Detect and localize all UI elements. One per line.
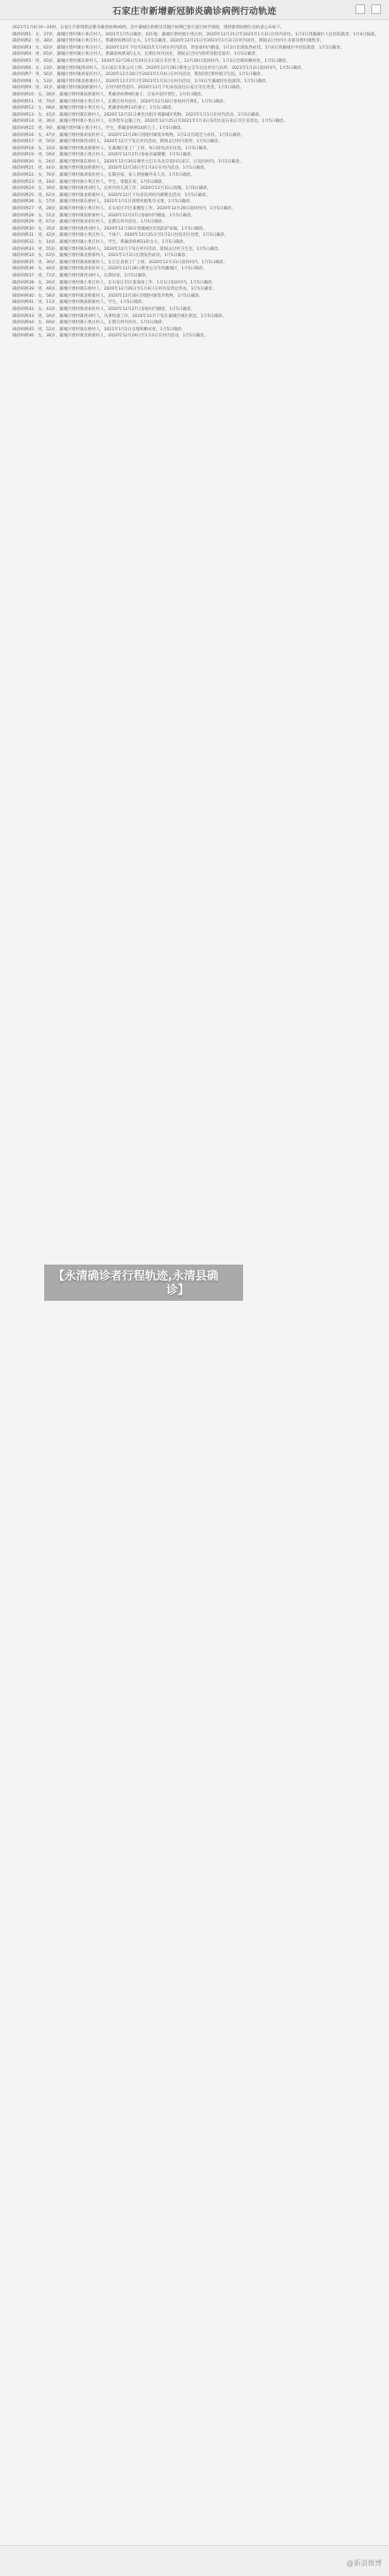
paragraph: 确诊病例43：男，34岁，藁城区增村镇西刘村人，从事快递工作，2020年12月下旬在藁城区城区派送，1月5日确诊。 <box>12 314 226 319</box>
paragraph: 确诊病例29：男，67岁，藁城区增村镇刘家佐村人，长期在村内居住，1月5日确诊。 <box>12 220 166 225</box>
paragraph: 确诊病例42：女，43岁，藁城区增村镇刘家佐村人，2020年12月27日参加村内婚宴，1月5日确诊。 <box>12 306 195 312</box>
paragraph: 确诊病例27：男，28岁，藁城区增村镇小果庄村人，在石家庄市区某餐馆工作，2020年12月29日返回村内，1月5日确诊。 <box>12 207 236 212</box>
paragraph: 确诊病例7：男，56岁，藁城区增村镇刘家佐村人，2020年12月24日至2021年1月4日在村内活动，期间到过增村镇卫生院，1月5日确诊。 <box>12 72 265 78</box>
paragraph: 确诊病例36：女，46岁，藁城区增村镇刘家佐村人，2020年12月28日乘坐公交车到藁城区，1月5日确诊。 <box>12 267 208 272</box>
paragraph: 确诊病例37：男，72岁，藁城区增村镇西刘村人，长期居家，1月5日确诊。 <box>12 273 150 278</box>
paragraph: 确诊病例30：女，35岁，藁城区增村镇西刘村人，2020年12月30日到藁城区医院陪护家属，1月5日确诊。 <box>12 226 208 231</box>
paragraph: 确诊病例38：女，26岁，藁城区增村镇小果庄村人，在石家庄市区某商场工作，1月1日返回村内，1月5日确诊。 <box>12 280 217 285</box>
paragraph: 确诊病例35：男，30岁，藁城区增村镇南桥寨村人，在正定县某工厂上班，2020年12月31日返回村内，1月5日确诊。 <box>12 260 228 265</box>
paragraph: 确诊病例34：女，63岁，藁城区增村镇北桥寨村人，2021年1月2日出现发热症状，1月5日确诊。 <box>12 253 190 259</box>
source-watermark: @新浪微博 <box>347 2559 382 2567</box>
paragraph: 确诊病例15：男，9岁，藁城区增村镇小果庄村人，学生，系确诊病例14的儿子，1月5日确诊。 <box>12 125 186 131</box>
paragraph: 确诊病例21：男，44岁，藁城区增村镇南桥寨村人，2020年12月26日至1月3日在村内活动，1月5日确诊。 <box>12 166 209 171</box>
page-title: 石家庄市新增新冠肺炎确诊病例行动轨迹 <box>112 7 277 17</box>
paragraph: 确诊病例44：女，69岁，藁城区增村镇小果庄村人，长期在村内居住，1月5日确诊。 <box>12 321 166 326</box>
paragraph: 确诊病例28：女，51岁，藁城区增村镇南桥寨村人，2020年12月27日参加村内婚宴，1月5日确诊。 <box>12 213 195 218</box>
paragraph: 确诊病例16：女，47岁，藁城区增村镇刘家佐村人，2020年12月29日到增村镇集市购物，1月2日出现乏力症状，1月5日确诊。 <box>12 132 245 138</box>
paragraph: 确诊病例3：女，62岁，藁城区增村镇小果庄村人，2020年12月下旬至2021年1月初在村内活动，曾参加村内婚宴，1月2日出现发热症状，1月4日到藁城区中医院就诊，1月5日确诊。 <box>12 45 345 50</box>
paragraph: 确诊病例39：男，48岁，藁城区增村镇东桥村人，2020年12月26日至1月4日在村内及周边务农，1月5日确诊。 <box>12 287 217 292</box>
paragraph: 确诊病例13：女，41岁，藁城区增村镇东桥村人，2020年12月31日乘坐出租车到藁城区购物，2021年1月1日在村内活动，1月5日确诊。 <box>12 112 263 117</box>
banner-headline-continued: 诊】 <box>166 1284 190 1297</box>
paragraph: 确诊病例12：女，68岁，藁城区增村镇小果庄村人，系确诊病例11的妻子，1月5日确诊。 <box>12 106 176 111</box>
headline-banner <box>44 1265 243 1301</box>
paragraph: 确诊病例25：男，62岁，藁城区增村镇北桥寨村人，2020年12月下旬多次到村内棋牌室活动，1月5日确诊。 <box>12 193 210 198</box>
paragraph: 确诊病例9：男，31岁，藁城区增村镇南桥寨村人，在村内经营超市，2020年12月下旬多次前往石家庄市区进货，1月5日确诊。 <box>12 86 244 91</box>
paragraph: 确诊病例24：女，39岁，藁城区增村镇西刘村人，在村内幼儿园工作，2020年12月31日放假，1月5日确诊。 <box>12 186 211 192</box>
paragraph: 确诊病例5：男，45岁，藁城区增村镇东桥村人，2020年12月26日至29日在石家庄市区务工，12月30日返回村内，1月3日出现咳嗽症状，1月5日确诊。 <box>12 58 291 64</box>
paragraph: 确诊病例11：男，70岁，藁城区增村镇小果庄村人，长期在村内居住，2020年12月30日参加村内葬礼，1月5日确诊。 <box>12 99 228 104</box>
paragraph: 确诊病例17：男，50岁，藁城区增村镇西刘村人，2020年12月下旬在村内活动，期间去过村内诊所，1月5日确诊。 <box>12 140 223 145</box>
paragraph: 确诊病例6：女，23岁，藁城区增村镇西刘村人，在石家庄市某公司上班，2020年12月28日乘坐公交车往返单位与住所，2021年1月2日返回村内，1月5日确诊。 <box>12 65 306 71</box>
paragraph: 确诊病例20：女，24岁，藁城区增村镇东桥村人，2020年12月30日乘坐大巴车从北京返回石家庄，后返回村内，1月5日确诊。 <box>12 159 244 164</box>
paragraph: 确诊病例46：女，38岁，藁城区增村镇北桥寨村人，2020年12月29日至1月3日在村内活动，1月5日确诊。 <box>12 334 209 339</box>
minimize-icon[interactable] <box>355 4 365 14</box>
paragraph: 确诊病例23：男，18岁，藁城区增村镇小果庄村人，学生，寒假在家，1月5日确诊。 <box>12 179 166 185</box>
paragraph: 确诊病例19：男，59岁，藁城区增村镇小果庄村人，2020年12月27日参加亲属聚餐，1月5日确诊。 <box>12 153 195 158</box>
footer-bar <box>0 2545 389 2576</box>
paragraph: 确诊病例26：女，57岁，藁城区增村镇东桥村人，2021年1月1日到增村镇集市买菜，1月5日确诊。 <box>12 200 194 205</box>
title-bar <box>0 0 389 20</box>
paragraph: 确诊病例10：女，28岁，藁城区增村镇南桥寨村人，系确诊病例9的妻子，在家中超市帮忙，1月5日确诊。 <box>12 92 205 97</box>
paragraph: 确诊病例14：男，36岁，藁城区增村镇小果庄村人，从事货车运输工作，2020年12月25日至2021年1月3日多次往返石家庄市区及周边，1月5日确诊。 <box>12 119 288 125</box>
paragraph: 确诊病例2：男，38岁，藁城区增村镇小果庄村人，系确诊病例1的丈夫。1月5日确诊。2020年12月21日至2021年1月3日在村内居住，期间去过村内小卖部及增村镇集市。 <box>12 39 324 44</box>
paragraph: 2021年1月6日0—24时，石家庄市新增新冠肺炎确诊病例46例，其中藁城区病例及其他区病例已进行流行病学调查，现将新增病例行动轨迹公布如下。 <box>12 26 285 30</box>
close-icon[interactable] <box>371 4 381 14</box>
paragraph: 确诊病例33：男，55岁，藁城区增村镇东桥村人，2020年12月下旬在村内活动，期间去过村卫生室，1月5日确诊。 <box>12 246 223 252</box>
paragraph: 确诊病例1：女，37岁，藁城区增村镇小果庄村人。2021年1月5日确诊。居住地：藁城区增村镇小果庄村。2020年12月21日至2021年1月3日在村内居住，1月3日到藁城区人民医院就诊，1月4日隔离。 <box>12 32 379 37</box>
paragraph: 确诊病例41：男，11岁，藁城区增村镇南桥寨村人，学生，1月5日确诊。 <box>12 300 146 306</box>
banner-headline: 【永清确诊者行程轨迹,永清县确 <box>53 1270 218 1283</box>
paragraph: 确诊病例4：男，65岁，藁城区增村镇小果庄村人，系确诊病例3的丈夫，长期在村内居住，期间去过村内诊所及附近超市，1月5日确诊。 <box>12 52 260 57</box>
paragraph: 确诊病例45：男，52岁，藁城区增村镇东桥村人，2021年1月2日出现咳嗽症状，1月5日确诊。 <box>12 327 186 332</box>
paragraph: 确诊病例8：女，53岁，藁城区增村镇北桥寨村人，2020年12月27日至2021年1月3日在村内活动，1月4日至藁城区医院就诊，1月5日确诊。 <box>12 79 271 84</box>
paragraph: 确诊病例31：男，42岁，藁城区增村镇小果庄村人，个体户，2020年12月25日至1月2日往返市区进货，1月5日确诊。 <box>12 233 229 238</box>
paragraph: 确诊病例18：女，33岁，藁城区增村镇北桥寨村人，在藁城区某工厂上班，每日骑电动车往返，1月5日确诊。 <box>12 146 211 151</box>
paragraph: 确诊病例22：女，76岁，藁城区增村镇刘家佐村人，长期居家，家人曾接触外来人员，1月5日确诊。 <box>12 173 194 178</box>
paragraph: 确诊病例32：女，14岁，藁城区增村镇小果庄村人，学生，系确诊病例31的女儿，1月5日确诊。 <box>12 240 187 245</box>
paragraph: 确诊病例40：女，58岁，藁城区增村镇北桥寨村人，2020年12月30日到增村镇集市购物，1月5日确诊。 <box>12 293 203 298</box>
